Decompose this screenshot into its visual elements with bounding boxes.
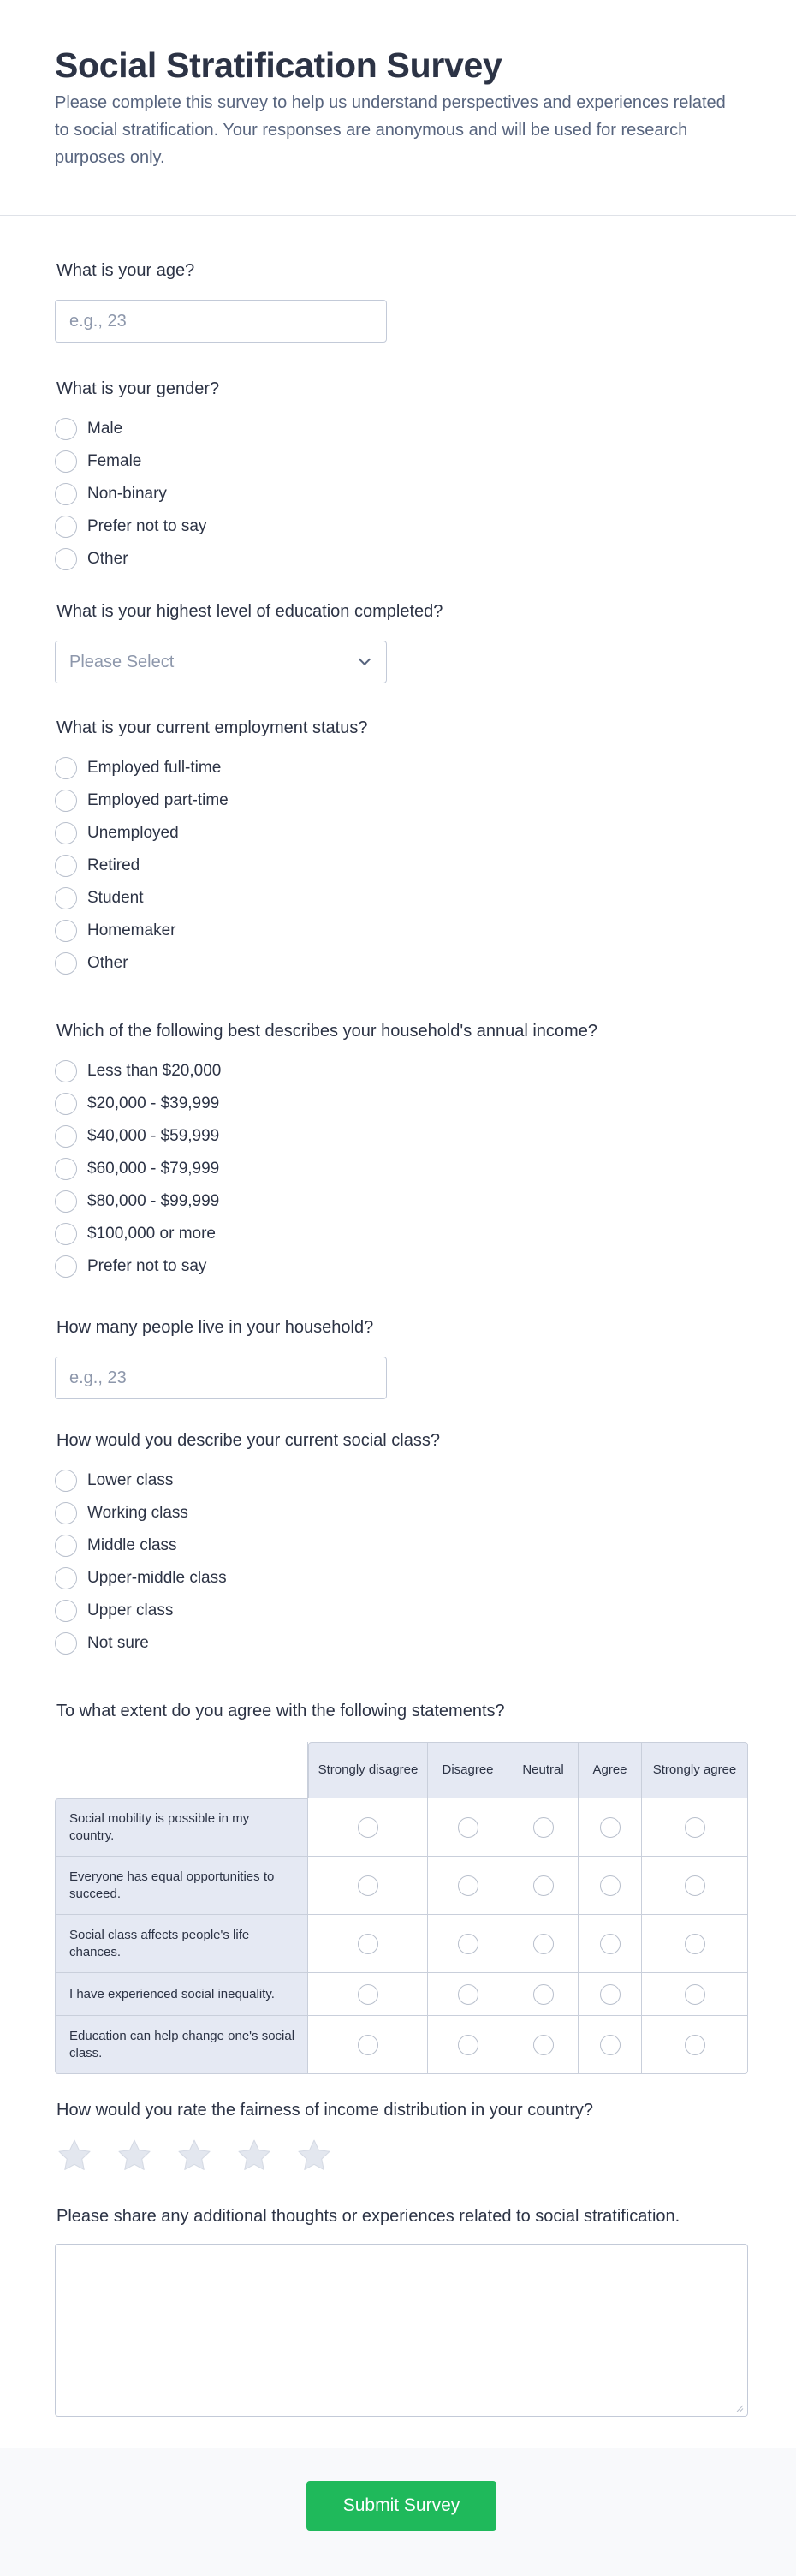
radio-button[interactable] (685, 1817, 705, 1838)
gender-options (55, 413, 748, 575)
question-household (55, 1315, 748, 1428)
matrix-row-label: I have experienced social inequality. (55, 1973, 308, 2016)
education-select-value: Please Select (69, 652, 175, 671)
matrix-row (55, 1857, 748, 1915)
matrix-row (55, 1915, 748, 1973)
star-rating (55, 2138, 748, 2174)
radio-label: Retired (87, 856, 140, 874)
radio-label: Upper-middle class (87, 1569, 227, 1587)
employment-option[interactable] (55, 817, 748, 850)
radio-button[interactable] (55, 1223, 77, 1245)
matrix-cell[interactable] (642, 2016, 748, 2074)
radio-button[interactable] (600, 1984, 621, 2005)
social-class-option[interactable] (55, 1530, 748, 1562)
matrix-column-header: Neutral (508, 1742, 579, 1798)
radio-label: $40,000 - $59,999 (87, 1127, 220, 1145)
matrix-cell[interactable] (308, 1798, 428, 1857)
employment-option[interactable] (55, 752, 748, 784)
income-option[interactable] (55, 1120, 748, 1153)
radio-label: Student (87, 889, 144, 907)
radio-label: Prefer not to say (87, 1257, 207, 1275)
radio-button[interactable] (55, 1535, 77, 1557)
matrix-cell[interactable] (428, 1915, 508, 1973)
radio-button[interactable] (55, 1125, 77, 1148)
radio-button[interactable] (55, 790, 77, 812)
matrix-row-label: Education can help change one's social class. (55, 2016, 308, 2074)
matrix-cell[interactable] (579, 1798, 642, 1857)
radio-label: Male (87, 420, 123, 438)
gender-option[interactable] (55, 445, 748, 478)
radio-button[interactable] (358, 1875, 378, 1896)
radio-button[interactable] (55, 952, 77, 975)
radio-label: Middle class (87, 1536, 177, 1554)
question-label: How would you describe your current social class? (56, 1431, 440, 1450)
matrix-cell[interactable] (308, 1857, 428, 1915)
income-option[interactable] (55, 1088, 748, 1120)
radio-label: Less than $20,000 (87, 1062, 222, 1080)
employment-option[interactable] (55, 784, 748, 817)
radio-button[interactable] (533, 1934, 554, 1954)
radio-label: Upper class (87, 1601, 174, 1619)
radio-label: Prefer not to say (87, 517, 207, 535)
matrix-cell[interactable] (428, 1798, 508, 1857)
radio-label: Not sure (87, 1634, 149, 1652)
star-icon[interactable] (236, 2138, 272, 2174)
agreement-matrix (55, 1742, 748, 2074)
radio-button[interactable] (55, 418, 77, 440)
form-footer (0, 2448, 796, 2576)
radio-button[interactable] (55, 483, 77, 505)
matrix-cell[interactable] (579, 1973, 642, 2016)
radio-label: $80,000 - $99,999 (87, 1192, 220, 1210)
question-label: How would you rate the fairness of income distribution in your country? (56, 2101, 593, 2120)
radio-button[interactable] (600, 1875, 621, 1896)
radio-label: Other (87, 954, 128, 972)
radio-button[interactable] (55, 920, 77, 942)
submit-button[interactable]: Submit Survey (306, 2481, 496, 2531)
matrix-cell[interactable] (508, 1973, 579, 2016)
matrix-row-label: Social mobility is possible in my country. (55, 1798, 308, 1857)
matrix-column-header: Strongly disagree (308, 1742, 428, 1798)
question-gender (55, 377, 748, 599)
question-fairness (55, 2098, 748, 2204)
matrix-cell[interactable] (428, 1857, 508, 1915)
question-education (55, 599, 748, 716)
question-social-class (55, 1428, 748, 1699)
matrix-cell[interactable] (308, 1973, 428, 2016)
question-label: What is your highest level of education completed? (56, 602, 443, 621)
radio-button[interactable] (458, 1817, 478, 1838)
resize-handle-icon[interactable] (735, 2404, 744, 2412)
employment-options (55, 752, 748, 980)
radio-label: Unemployed (87, 824, 179, 842)
gender-option[interactable] (55, 413, 748, 445)
matrix-cell[interactable] (642, 1915, 748, 1973)
radio-label: Employed full-time (87, 759, 222, 777)
matrix-cell[interactable] (508, 1915, 579, 1973)
matrix-row-label: Everyone has equal opportunities to succeed. (55, 1857, 308, 1915)
question-label: What is your gender? (56, 379, 220, 398)
radio-button[interactable] (55, 516, 77, 538)
employment-option[interactable] (55, 850, 748, 882)
social-class-option[interactable] (55, 1595, 748, 1627)
matrix-cell[interactable] (579, 1857, 642, 1915)
question-age (55, 259, 748, 365)
page-title: Social Stratification Survey (55, 45, 502, 85)
radio-label: $100,000 or more (87, 1225, 216, 1243)
radio-button[interactable] (685, 1934, 705, 1954)
question-label: Which of the following best describes your household's annual income? (56, 1022, 597, 1041)
radio-button[interactable] (55, 450, 77, 473)
thoughts-textarea[interactable] (55, 2244, 748, 2417)
radio-button[interactable] (533, 1817, 554, 1838)
question-thoughts (55, 2204, 748, 2461)
star-icon[interactable] (296, 2138, 332, 2174)
matrix-column-header: Strongly agree (642, 1742, 748, 1798)
matrix-header-row (55, 1742, 748, 1798)
question-employment (55, 716, 748, 1019)
social-class-option[interactable] (55, 1464, 748, 1497)
education-select[interactable] (55, 641, 387, 683)
income-option[interactable] (55, 1218, 748, 1250)
income-options (55, 1055, 748, 1283)
radio-button[interactable] (458, 2035, 478, 2055)
radio-label: Non-binary (87, 485, 167, 503)
question-agreement (55, 1699, 748, 2098)
social-class-option[interactable] (55, 1627, 748, 1660)
radio-button[interactable] (533, 2035, 554, 2055)
age-input[interactable] (55, 300, 387, 343)
radio-button[interactable] (533, 1875, 554, 1896)
matrix-cell[interactable] (579, 1915, 642, 1973)
radio-button[interactable] (458, 1875, 478, 1896)
radio-button[interactable] (55, 1158, 77, 1180)
radio-button[interactable] (55, 1632, 77, 1655)
radio-button[interactable] (358, 1934, 378, 1954)
radio-button[interactable] (55, 1567, 77, 1589)
matrix-corner (55, 1742, 308, 1798)
page-subtitle: Please complete this survey to help us understand perspectives and experiences related to social stratification. Your responses are anonymous and will be used for research purposes only. (55, 93, 726, 167)
question-label: What is your current employment status? (56, 719, 368, 737)
matrix-cell[interactable] (428, 1973, 508, 2016)
social-class-option[interactable] (55, 1497, 748, 1530)
radio-button[interactable] (458, 1984, 478, 2005)
social-class-options (55, 1464, 748, 1660)
radio-button[interactable] (600, 1934, 621, 1954)
radio-button[interactable] (55, 1502, 77, 1524)
radio-button[interactable] (55, 1470, 77, 1492)
income-option[interactable] (55, 1153, 748, 1185)
radio-label: Working class (87, 1504, 188, 1522)
question-label: To what extent do you agree with the following statements? (56, 1702, 505, 1720)
matrix-row (55, 1973, 748, 2016)
matrix-cell[interactable] (579, 2016, 642, 2074)
form-header (0, 0, 796, 216)
radio-button[interactable] (55, 855, 77, 877)
radio-button[interactable] (600, 2035, 621, 2055)
question-label: What is your age? (56, 261, 195, 280)
radio-button[interactable] (55, 548, 77, 570)
matrix-cell[interactable] (308, 2016, 428, 2074)
matrix-row (55, 2016, 748, 2074)
employment-option[interactable] (55, 915, 748, 947)
matrix-cell[interactable] (508, 2016, 579, 2074)
household-input[interactable] (55, 1357, 387, 1399)
radio-button[interactable] (685, 1984, 705, 2005)
radio-button[interactable] (685, 1875, 705, 1896)
radio-button[interactable] (600, 1817, 621, 1838)
matrix-cell[interactable] (308, 1915, 428, 1973)
matrix-cell[interactable] (508, 1798, 579, 1857)
matrix-cell[interactable] (642, 1798, 748, 1857)
radio-button[interactable] (55, 1190, 77, 1213)
radio-button[interactable] (458, 1934, 478, 1954)
radio-button[interactable] (55, 887, 77, 909)
survey-form (0, 216, 796, 2461)
gender-option[interactable] (55, 478, 748, 510)
radio-button[interactable] (358, 1984, 378, 2005)
social-class-option[interactable] (55, 1562, 748, 1595)
radio-button[interactable] (55, 757, 77, 779)
radio-label: Employed part-time (87, 791, 229, 809)
matrix-cell[interactable] (642, 1973, 748, 2016)
employment-option[interactable] (55, 947, 748, 980)
star-icon[interactable] (56, 2138, 92, 2174)
radio-button[interactable] (533, 1984, 554, 2005)
income-option[interactable] (55, 1250, 748, 1283)
radio-label: Female (87, 452, 142, 470)
matrix-cell[interactable] (428, 2016, 508, 2074)
gender-option[interactable] (55, 510, 748, 543)
question-label: How many people live in your household? (56, 1318, 374, 1337)
star-icon[interactable] (116, 2138, 152, 2174)
radio-button[interactable] (55, 1093, 77, 1115)
matrix-row-label: Social class affects people's life chances. (55, 1915, 308, 1973)
chevron-down-icon (359, 653, 371, 665)
radio-button[interactable] (358, 1817, 378, 1838)
question-label: Please share any additional thoughts or experiences related to social stratification. (56, 2207, 680, 2226)
radio-label: Lower class (87, 1471, 174, 1489)
radio-button[interactable] (358, 2035, 378, 2055)
radio-label: $20,000 - $39,999 (87, 1094, 220, 1112)
question-income (55, 1019, 748, 1315)
income-option[interactable] (55, 1055, 748, 1088)
radio-button[interactable] (55, 1060, 77, 1082)
matrix-row (55, 1798, 748, 1857)
matrix-cell[interactable] (508, 1857, 579, 1915)
star-icon[interactable] (176, 2138, 212, 2174)
radio-button[interactable] (55, 822, 77, 844)
matrix-cell[interactable] (642, 1857, 748, 1915)
matrix-column-header: Disagree (428, 1742, 508, 1798)
matrix-column-header: Agree (579, 1742, 642, 1798)
employment-option[interactable] (55, 882, 748, 915)
gender-option[interactable] (55, 543, 748, 575)
radio-label: Homemaker (87, 921, 176, 939)
radio-label: Other (87, 550, 128, 568)
radio-button[interactable] (55, 1255, 77, 1278)
radio-button[interactable] (55, 1600, 77, 1622)
radio-label: $60,000 - $79,999 (87, 1160, 220, 1178)
income-option[interactable] (55, 1185, 748, 1218)
radio-button[interactable] (685, 2035, 705, 2055)
